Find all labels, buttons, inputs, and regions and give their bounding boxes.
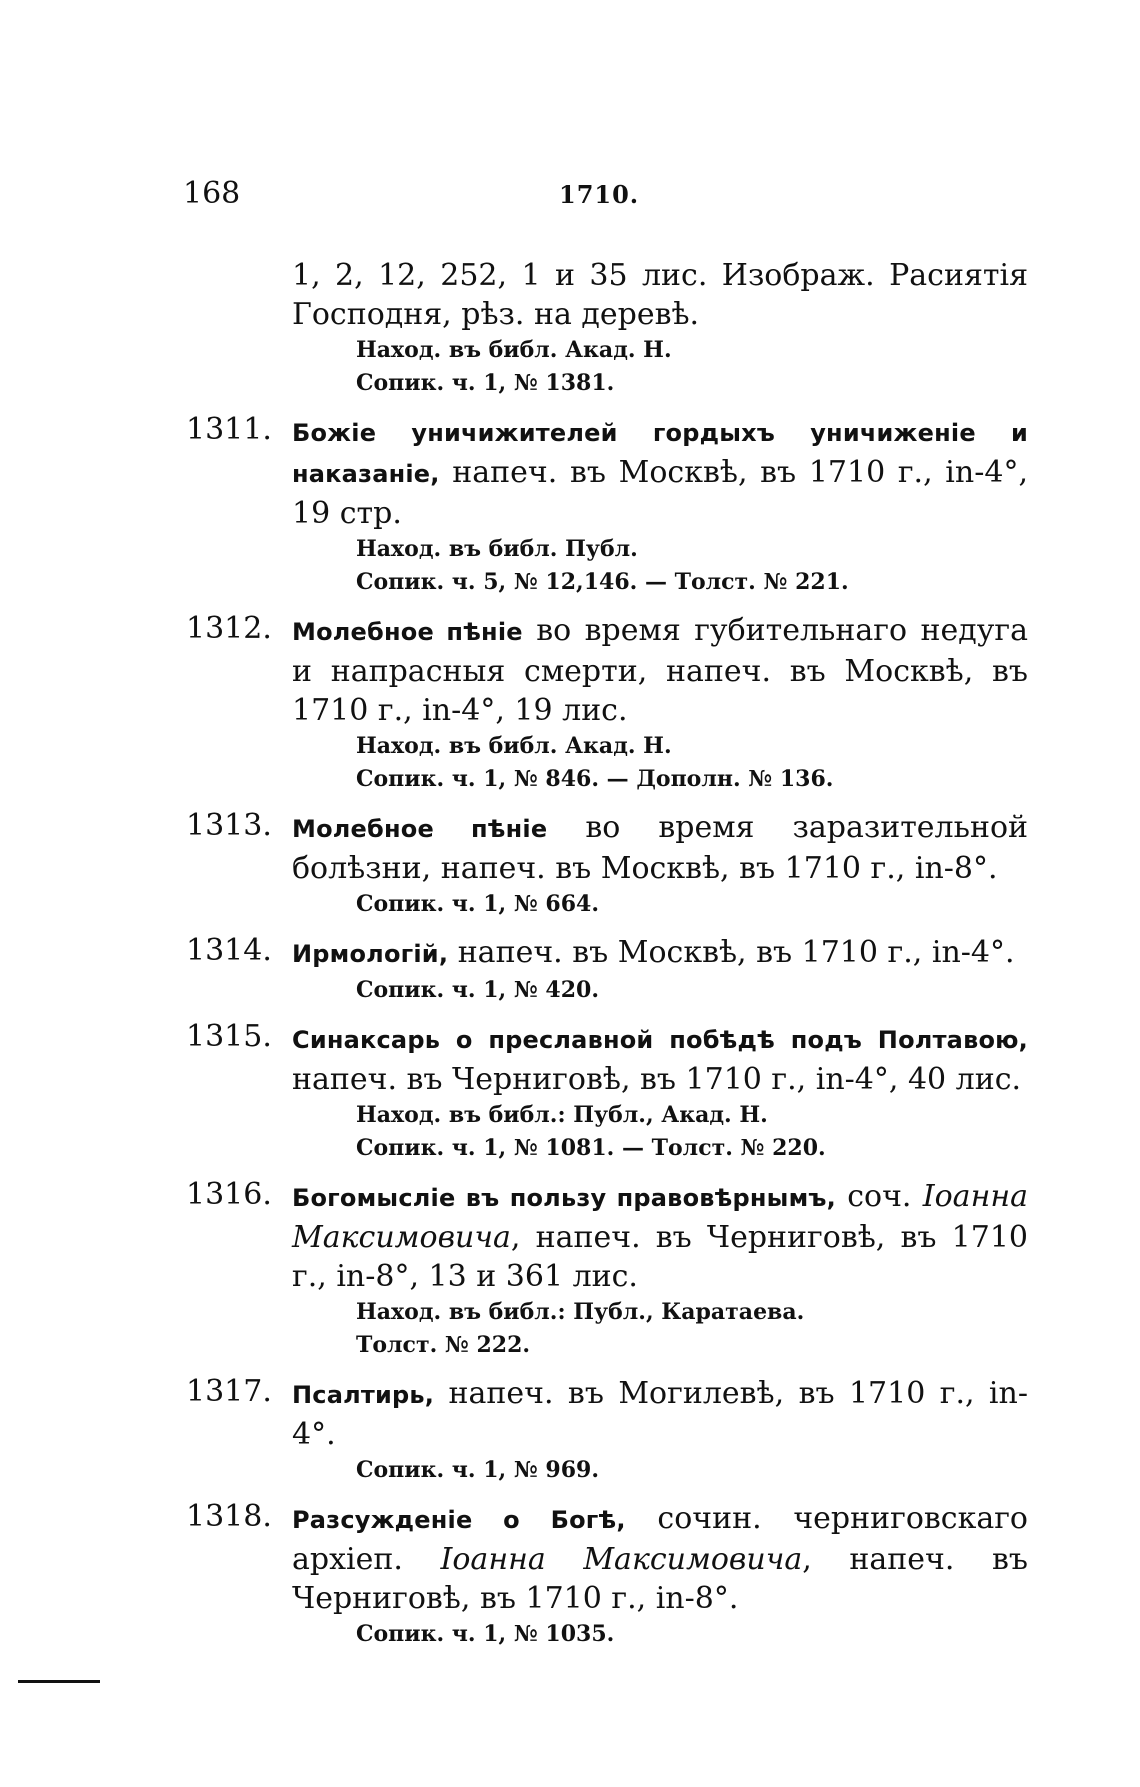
entry-number: 1313. — [186, 808, 272, 843]
author-name: Іоанна Максимовича — [292, 1179, 1028, 1255]
entry-details: напеч. въ Черниговѣ, въ 1710 г., in-4°, 40 лис. — [292, 1062, 1022, 1097]
location-note: Наход. въ библ.: Публ., Каратаева. — [356, 1299, 805, 1325]
entry-description — [292, 1499, 1028, 1618]
entry-details: напеч. въ Могилевѣ, въ 1710 г., in-4°. — [292, 1376, 1028, 1452]
reference-note: Сопик. ч. 1, № 969. — [356, 1457, 600, 1483]
entry-title: Богомысліе въ пользу правовѣрнымъ, — [292, 1184, 836, 1212]
catalog-entry-1318 — [0, 1499, 1140, 1651]
entry-description — [292, 1019, 1028, 1099]
entry-details: , напеч. въ Черниговѣ, въ 1710 г., in-8°, 13 и 361 лис. — [292, 1220, 1028, 1294]
catalog-content — [0, 256, 1140, 1663]
entry-details-prefix: сочин. черниговскаго архіеп. — [292, 1501, 1028, 1577]
entry-description — [292, 933, 1028, 974]
location-note: Наход. въ библ. Акад. Н. — [356, 337, 672, 363]
entry-details: во время губительнаго недуга и напрасныя смерти, напеч. въ Москвѣ, въ 1710 г., in-4°, 19 лис. — [292, 613, 1028, 728]
entry-description — [292, 611, 1028, 730]
reference-note: Сопик. ч. 1, № 664. — [356, 891, 600, 917]
reference-note: Сопик. ч. 1, № 420. — [356, 977, 600, 1003]
entry-title: Синаксарь о преславной побѣдѣ подъ Полтавою, — [292, 1026, 1028, 1054]
entry-description — [292, 808, 1028, 888]
catalog-entry-1315 — [0, 1019, 1140, 1165]
continuation-text: 1, 2, 12, 252, 1 и 35 лис. Изображ. Расиятія Господня, рѣз. на деревѣ. — [292, 258, 1028, 332]
catalog-entry-1313 — [0, 808, 1140, 921]
page-number: 168 — [183, 176, 241, 211]
entry-details: напеч. въ Москвѣ, въ 1710 г., in-4°, 19 стр. — [292, 455, 1028, 531]
entry-details: , напеч. въ Черниговѣ, въ 1710 г., in-8°. — [292, 1542, 1028, 1616]
entry-number: 1314. — [186, 933, 272, 968]
entry-number: 1316. — [186, 1177, 272, 1212]
catalog-entry-1311 — [0, 412, 1140, 599]
entry-number: 1312. — [186, 611, 272, 646]
running-head-year: 1710. — [559, 180, 640, 209]
entry-number: 1315. — [186, 1019, 272, 1054]
entry-title: Ирмологій, — [292, 940, 449, 968]
entry-title: Разсужденіе о Богѣ, — [292, 1506, 626, 1534]
reference-note: Толст. № 222. — [356, 1332, 531, 1358]
entry-details-prefix: соч. — [847, 1179, 912, 1214]
author-name: Іоанна Максимовича — [440, 1542, 803, 1577]
reference-note: Сопик. ч. 1, № 846. — Дополн. № 136. — [356, 766, 834, 792]
entry-description — [292, 1177, 1028, 1296]
location-note: Наход. въ библ. Акад. Н. — [356, 733, 672, 759]
entry-title: Молебное пѣніе — [292, 815, 548, 843]
reference-note: Сопик. ч. 1, № 1081. — Толст. № 220. — [356, 1135, 826, 1161]
entry-number: 1318. — [186, 1499, 272, 1534]
page-header — [183, 176, 743, 216]
entry-number: 1311. — [186, 412, 272, 447]
margin-rule — [18, 1680, 100, 1683]
entry-title: Псалтирь, — [292, 1381, 435, 1409]
entry-number: 1317. — [186, 1374, 272, 1409]
catalog-entry-1316 — [0, 1177, 1140, 1362]
catalog-entry-1312 — [0, 611, 1140, 796]
entry-description — [292, 1374, 1028, 1454]
reference-note: Сопик. ч. 1, № 1035. — [356, 1621, 615, 1647]
reference-note: Сопик. ч. 1, № 1381. — [356, 370, 615, 396]
entry-details: напеч. въ Москвѣ, въ 1710 г., in-4°. — [457, 935, 1015, 970]
entry-title: Молебное пѣніе — [292, 618, 523, 646]
entry-details: во время заразительной болѣзни, напеч. въ Москвѣ, въ 1710 г., in-8°. — [292, 810, 1028, 886]
continuation-entry — [0, 256, 1140, 400]
catalog-entry-1314 — [0, 933, 1140, 1007]
catalog-entry-1317 — [0, 1374, 1140, 1487]
location-note: Наход. въ библ. Публ. — [356, 536, 638, 562]
entry-description — [292, 412, 1028, 533]
reference-note: Сопик. ч. 5, № 12,146. — Толст. № 221. — [356, 569, 849, 595]
location-note: Наход. въ библ.: Публ., Акад. Н. — [356, 1102, 768, 1128]
entry-title: Божіе уничижителей гордыхъ уничиженіе и наказаніе, — [292, 419, 1028, 488]
